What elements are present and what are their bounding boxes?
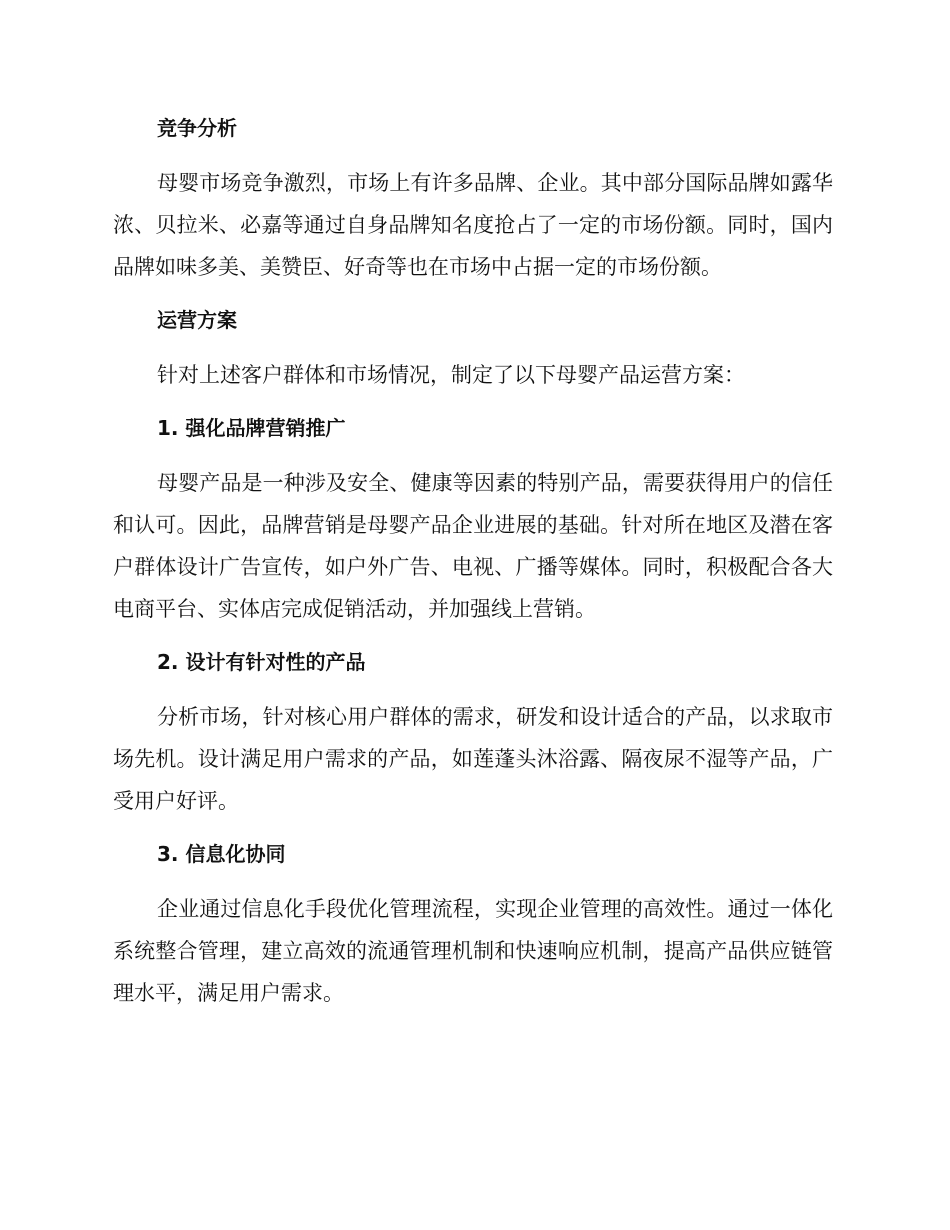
section-heading-brand-marketing: 1. 强化品牌营销推广 — [157, 416, 346, 440]
paragraph-brand-marketing: 母婴产品是一种涉及安全、健康等因素的特别产品，需要获得用户的信任和认可。因此，品牌营销是母婴产品企业进展的基础。针对所在地区及潜在客户群体设计广告宣传，如户外广告、电视、广播等媒体。同时，积极配合各大电商平台、实体店完成促销活动，并加强线上营销。 — [113, 471, 833, 621]
paragraph-operation-plan: 针对上述客户群体和市场情况，制定了以下母婴产品运营方案： — [157, 363, 745, 387]
section-heading-operation-plan: 运营方案 — [157, 308, 237, 332]
section-heading-targeted-products: 2. 设计有针对性的产品 — [157, 650, 366, 674]
paragraph-competition: 母婴市场竞争激烈，市场上有许多品牌、企业。其中部分国际品牌如露华浓、贝拉米、必嘉等通过自身品牌知名度抢占了一定的市场份额。同时，国内品牌如味多美、美赞臣、好奇等也在市场中占据一定的市场份额。 — [113, 171, 833, 279]
section-heading-competition: 竞争分析 — [157, 116, 237, 140]
paragraph-informatization: 企业通过信息化手段优化管理流程，实现企业管理的高效性。通过一体化系统整合管理，建立高效的流通管理机制和快速响应机制，提高产品供应链管理水平，满足用户需求。 — [113, 897, 833, 1005]
section-heading-informatization: 3. 信息化协同 — [157, 842, 286, 866]
paragraph-targeted-products: 分析市场，针对核心用户群体的需求，研发和设计适合的产品，以求取市场先机。设计满足用户需求的产品，如莲蓬头沐浴露、隔夜尿不湿等产品，广受用户好评。 — [113, 705, 833, 813]
document-body — [113, 108, 833, 1026]
